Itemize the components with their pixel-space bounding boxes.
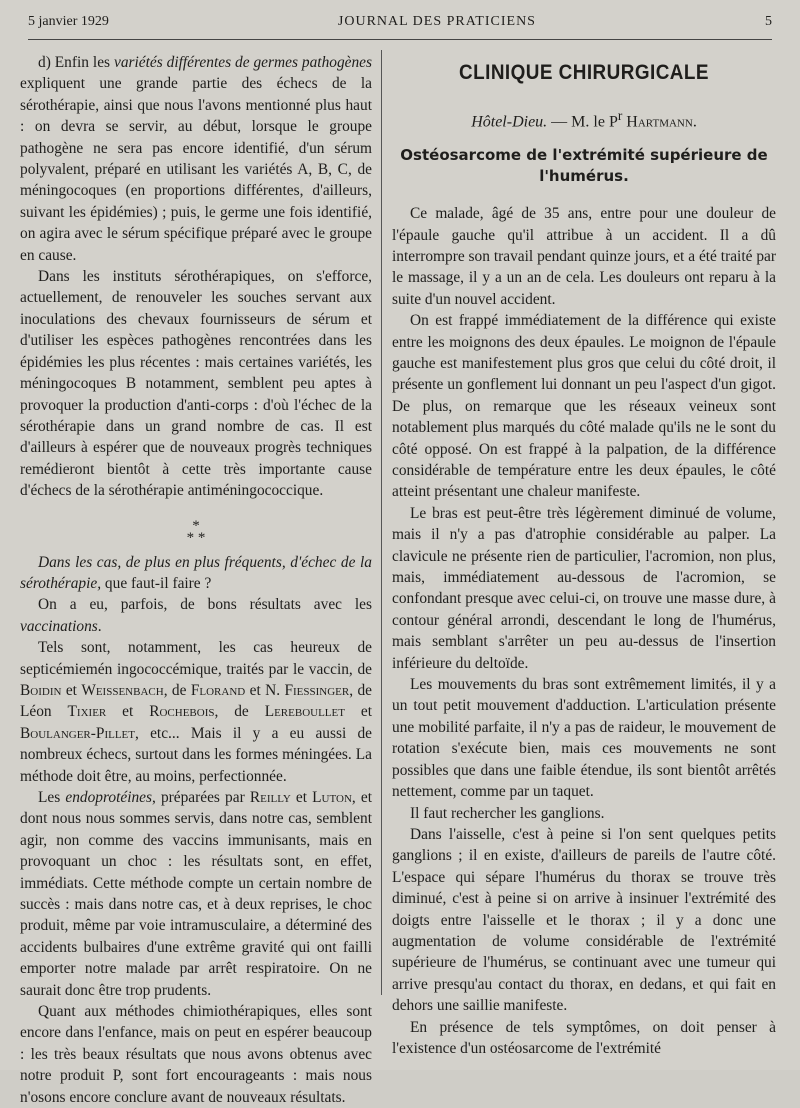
- paragraph: Ce malade, âgé de 35 ans, entre pour une douleur de l'épaule gauche qu'il attribue à un accident. Il a dû interrompre son travail pendant quinze jours, et a été traité par le massage, il y a un an de cela. Les douleurs ont reparu à la suite d'un nouvel accident.: [392, 205, 776, 308]
- paragraph: En présence de tels symptômes, on doit penser à l'existence d'un ostéosarcome de l'extrémité: [392, 1018, 776, 1057]
- header-date: 5 janvier 1929: [28, 14, 109, 29]
- paragraph: Le bras est peut-être très légèrement diminué de volume, mais il n'y a pas d'atrophie considérable au palper. La clavicule ne présente rien de particulier, l'acromion, non plus, mais, immédiatement au-dessous de l'acromion, se confondant presque avec celui-ci, on trouve une masse dure, à contour général arrondi, descendant le long de l'humérus, mais semblant s'arrêter un peu au-dessus de l'insertion inférieure du deltoïde.: [392, 504, 776, 672]
- paragraph: Dans les instituts sérothérapiques, on s'efforce, actuellement, de renouveler les souches servant aux inoculations des chevaux fournisseurs de sérum et d'utiliser les espèces pathogènes rencontrées dans les épidémies les plus récentes : mais certaines variétés, les méningocoques B notamment, semblent peu aptes à provoquer la production d'anti-corps : d'où l'échec de la sérothérapie dans un grand nombre de cas. Il est d'ailleurs à espérer que de nouveaux progrès techniques remédieront bientôt à cette très importante cause d'échecs de la sérothérapie antiméningococcique.: [20, 268, 372, 500]
- paragraph: Quant aux méthodes chimiothérapiques, elles sont encore dans l'enfance, mais on peut en espérer beaucoup : les très beaux résultats que nous avons obtenus avec notre produit P, sont fort encourageants : mais nous n'osons encore conclure avant de nouveaux résultats.: [20, 1003, 372, 1106]
- article-title: Ostéosarcome de l'extrémité supérieure de l'humérus.: [400, 146, 768, 186]
- paragraph: d) Enfin les variétés différentes de germes pathogènes expliquent une grande partie des échecs de la sérothérapie, ainsi que nous l'avons mentionné plus haut : on devra se servir, au début, lorsque le groupe pathogène ne sera pas encore identifié, d'un sérum polyvalent, préparé en utilisant les variétés A, B, C, de méningocoques (en proportions différentes, d'ailleurs, suivant les épidémies) ; puis, le germe une fois identifié, on agira avec le sérum spécifique préparé avec le groupe en cause.: [20, 54, 372, 264]
- paragraph: Dans les cas, de plus en plus fréquents, d'échec de la sérothérapie, que faut-il faire ?: [20, 553, 372, 592]
- paragraph: Les mouvements du bras sont extrêmement limités, il y a un tout petit mouvement d'adduction. L'articulation présente une mobilité parfaite, il n'y a pas de raideur, le mouvement de rotation s'exécute bien, mais ces mouvements ne sont possibles que dans une faible étendue, ils sont bientôt arrêtés nettement, comme par un taquet.: [392, 676, 776, 801]
- right-column: [392, 52, 776, 1059]
- paragraph: Tels sont, notamment, les cas heureux de septicémiemén ingococcémique, traités par le vaccin, de Boidin et Weissenbach, de Florand et N. Fiessinger, de Léon Tixier et Rochebois, de Lereboullet et Boulanger-Pillet, etc... Mais il y a eu aussi de nombreux échecs, surtout dans les formes méningées. La méthode doit être, au moins, perfectionnée.: [20, 639, 372, 785]
- paragraph: Il faut rechercher les ganglions.: [410, 804, 605, 822]
- section-title: CLINIQUE CHIRURGICALE: [459, 61, 709, 84]
- paragraph: On a eu, parfois, de bons résultats avec les vaccinations.: [20, 596, 372, 635]
- venue-line: Hôtel-Dieu. — M. le $P^r$ Hartmann.: [471, 108, 697, 131]
- asterism: * * *: [186, 517, 206, 546]
- header-page-number: 5: [765, 14, 772, 29]
- column-divider: [381, 50, 382, 995]
- header-journal-title: JOURNAL DES PRATICIENS: [337, 14, 536, 29]
- paragraph: On est frappé immédiatement de la différence qui existe entre les moignons des deux épaules. Le moignon de l'épaule gauche est manifestement plus gros que celui du côté droit, il présente un gonflement lui donnant un peu l'aspect d'un gigot. De plus, on remarque que les réseaux veineux sont notablement plus marqués du côté malade qu'ils ne le sont du côté opposé. On est frappé à la palpation, de la différence considérable de température entre les deux épaules, le côté atteint présentant une chaleur manifeste.: [392, 312, 776, 501]
- paragraph: Les endoprotéines, préparées par Reilly et Luton, et dont nous nous sommes servis, dans notre cas, semblent agir, non comme des vaccins immunisants, mais en provoquant un choc : les résultats sont, en effet, immédiats. Cette méthode compte un certain nombre de succès : mais dans notre cas, et à deux reprises, le choc produit, même par voie intramusculaire, a déterminé des accidents bulbaires d'une extrême gravité qui ont failli emporter notre malade par arrêt respiratoire. On ne saurait donc être trop prudents.: [20, 789, 372, 999]
- left-column: [20, 52, 372, 1108]
- paragraph: Dans l'aisselle, c'est à peine si l'on sent quelques petits ganglions ; il en existe, d'ailleurs de pareils de l'autre côté. L'espace qui sépare l'humérus du thorax se trouve très diminué, c'est à peine si on arrive à insinuer l'extrémité des doigts entre l'aisselle et le thorax ; il y a donc une augmentation de volume considérable de l'extrémité supérieure de l'humérus, se continuant avec une tumeur qui arrive presqu'au contact du thorax, en dedans, et qui fait en dehors une saillie manifeste.: [392, 825, 776, 1015]
- running-header: [28, 14, 772, 40]
